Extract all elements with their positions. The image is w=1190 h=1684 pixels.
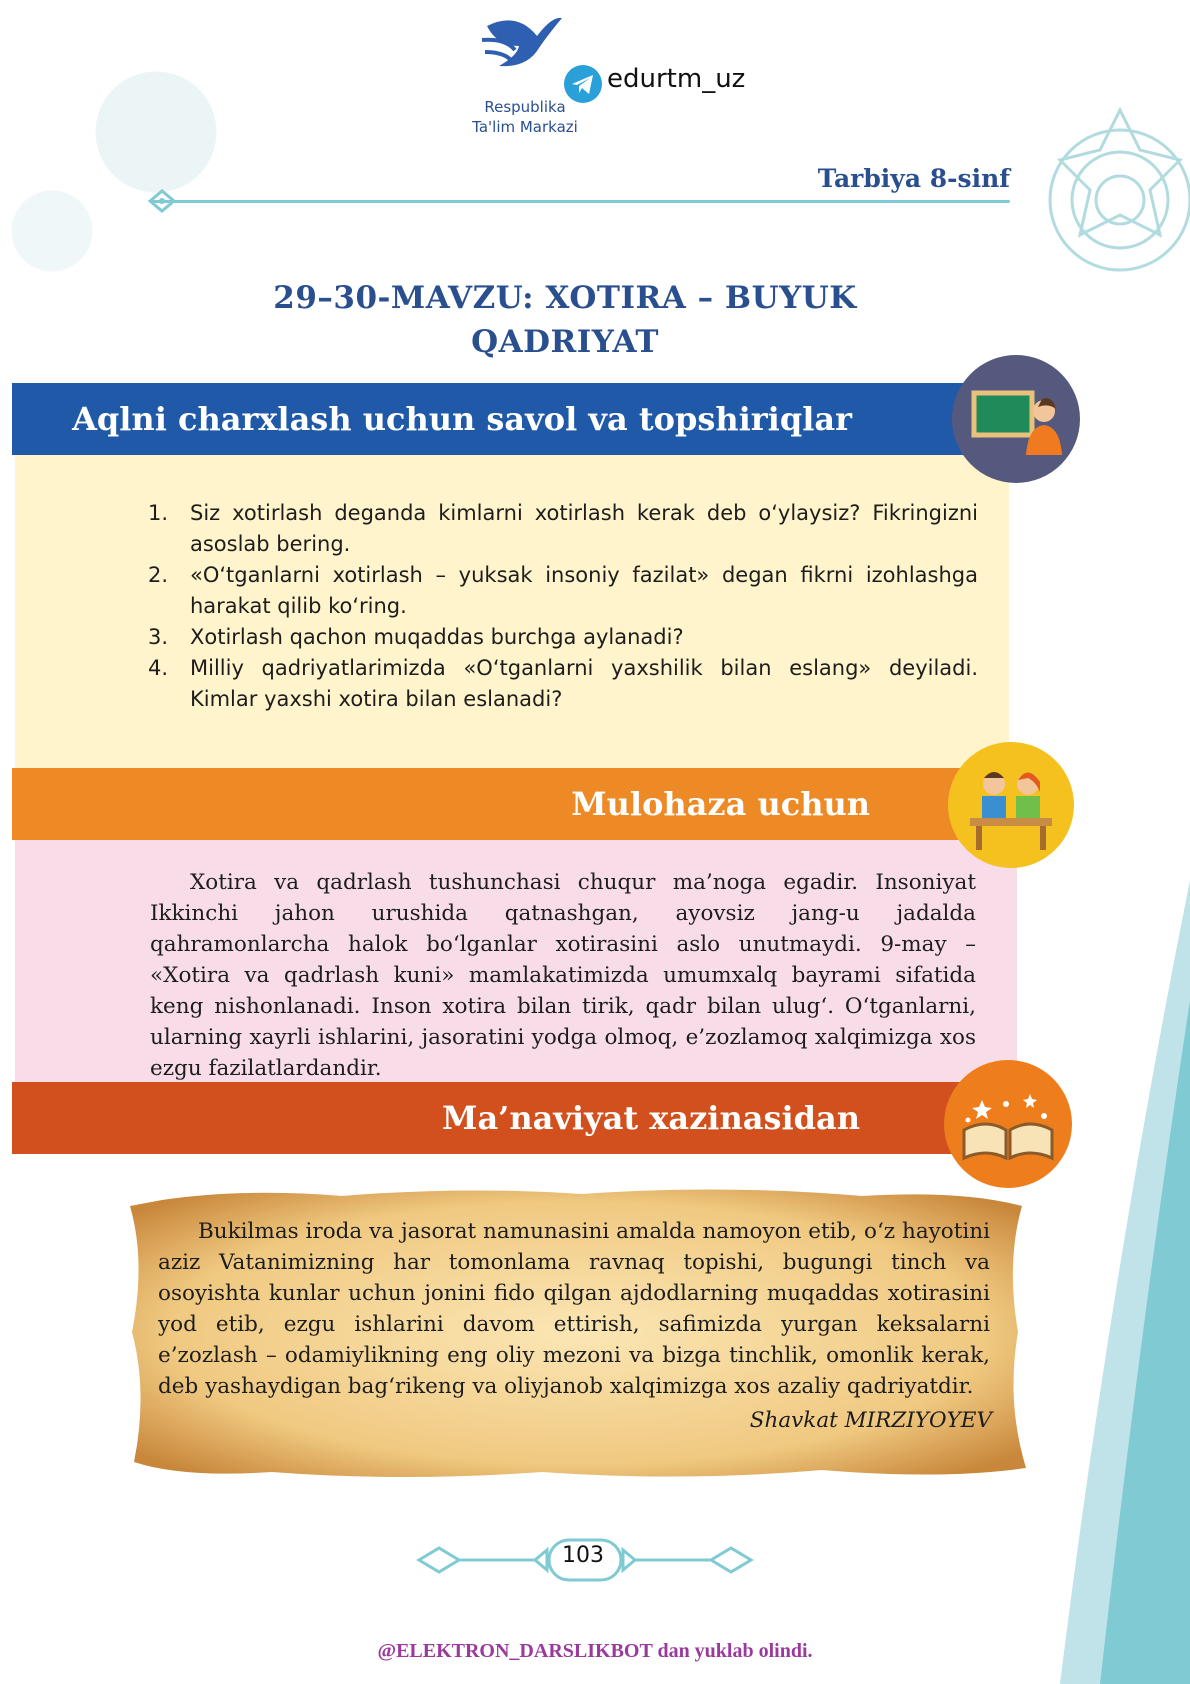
students-desk-icon (948, 742, 1074, 868)
list-item (148, 622, 978, 653)
bird-logo-icon (477, 6, 567, 86)
question-number: 3. (148, 625, 169, 649)
logo-text-line1: Respublika (484, 98, 566, 116)
question-number: 2. (148, 563, 169, 587)
list-item (148, 653, 978, 715)
quote-text: Bukilmas iroda va jasorat namunasini amalda namoyon etib, o‘z hayotini aziz Vatanimizning har tomonlama ravnaq topishi, bugungi tinch va osoyishta kunlar uchun jonini fido qilgan ajdodlarning muqaddas xotirasini yod etib, ezgu ishlarini davom ettirish, safimizda yurgan keksalarni e’zozlash – odamiylikning eng oliy mezoni va bizga tinchlik, omonlik kerak, deb yashaydigan bag‘rikeng va oliyjanob xalqimizga xos azaliy qadriyatdir. (158, 1219, 990, 1399)
logo-text-line2: Ta'lim Markazi (472, 118, 578, 136)
publisher-logo (455, 6, 755, 136)
quote-author: Shavkat MIRZIYOYEV (749, 1408, 992, 1433)
page-title (200, 276, 930, 364)
question-text: «O‘tganlarni xotirlash – yuksak insoniy fazilat» degan fikrni izohlashga harakat qilib ko‘ring. (190, 563, 978, 618)
page-title-line1: 29–30-MAVZU: XOTIRA – BUYUK (273, 280, 857, 316)
reflection-heading: Mulohaza uchun (12, 768, 982, 840)
telegram-handle: edurtm_uz (607, 64, 746, 94)
question-number: 1. (148, 501, 169, 525)
question-number: 4. (148, 656, 169, 680)
questions-heading: Aqlni charxlash uchun savol va topshiriqlar (12, 383, 982, 455)
download-note: @ELEKTRON_DARSLIKBOT dan yuklab olindi. (377, 1640, 813, 1662)
treasury-heading: Ma’naviyat xazinasidan (12, 1082, 982, 1154)
list-item (148, 560, 978, 622)
decorative-strip (1040, 880, 1190, 1684)
list-item (148, 498, 978, 560)
page-number: 103 (562, 1543, 604, 1568)
page-title-line2: QADRIYAT (471, 324, 659, 360)
questions-list (148, 498, 978, 715)
header-rule (150, 200, 1010, 203)
running-head: Tarbiya 8-sinf (817, 164, 1010, 193)
question-text: Milliy qadriyatlarimizda «O‘tganlarni yaxshilik bilan eslang» deyiladi. Kimlar yaxshi xotira bilan eslanadi? (190, 656, 978, 711)
decorative-pattern-right (990, 60, 1190, 340)
reflection-paragraph: Xotira va qadrlash tushunchasi chuqur ma’noga egadir. Insoniyat Ikkinchi jahon urushida qatnashgan, ayovsiz jang-u jadalda qahramonlarcha halok bo‘lganlar xotirasini aslo unutmaydi. 9-may – «Xotira va qadrlash kuni» mamlakatimizda umumxalq bayrami sifatida keng nishonlanadi. Inson xotira bilan tirik, qadr bilan ulug‘. O‘tganlarni, ularning xayrli ishlarini, jasoratini yodga olmoq, e’zozlamoq xalqimizga xos ezgu fazilatlardandir. (150, 870, 976, 1081)
teacher-board-icon (952, 355, 1080, 483)
telegram-icon (563, 64, 603, 104)
question-text: Xotirlash qachon muqaddas burchga aylanadi? (190, 625, 684, 649)
question-text: Siz xotirlash deganda kimlarni xotirlash kerak deb o‘ylaysiz? Fikringizni asoslab bering. (190, 501, 978, 556)
